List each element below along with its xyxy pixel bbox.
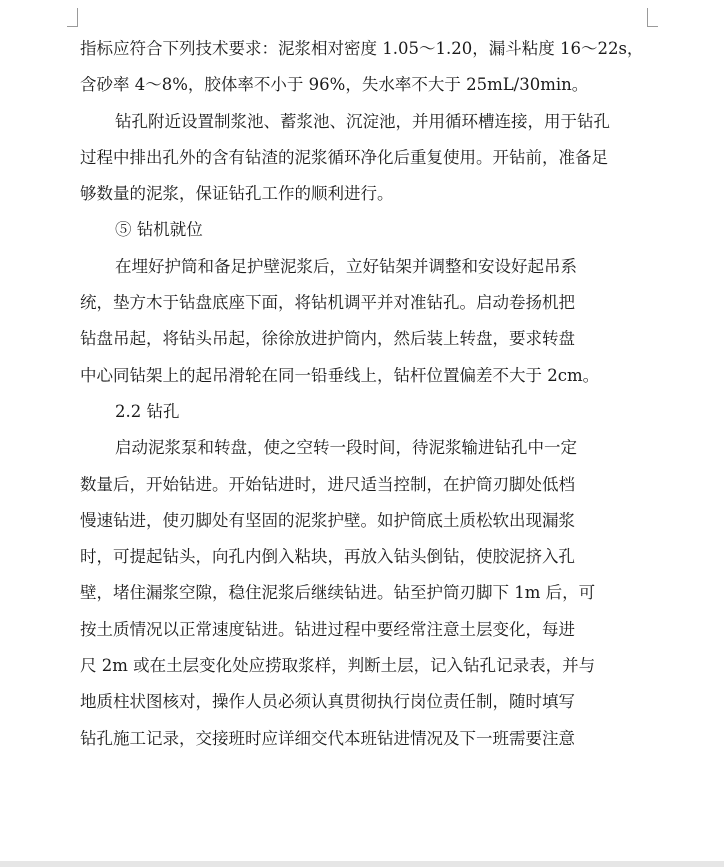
text-line: 在埋好护筒和备足护壁泥浆后，立好钻架并调整和安设好起吊系	[115, 256, 577, 276]
text-line: 壁，堵住漏浆空隙，稳住泥浆后继续钻进。钻至护筒刃脚下 1m 后，可	[80, 583, 596, 603]
text-line: 中心同钻架上的起吊滑轮在同一铅垂线上，钻杆位置偏差不大于 2cm。	[80, 365, 600, 385]
text-line: 钻孔施工记录，交接班时应详细交代本班钻进情况及下一班需要注意	[80, 728, 575, 748]
text-line: 数量后，开始钻进。开始钻进时，进尺适当控制，在护筒刃脚处低档	[80, 474, 575, 494]
text-line: 尺 2m 或在土层变化处应捞取浆样，判断土层，记入钻孔记录表，并与	[80, 656, 596, 676]
text-line: 够数量的泥浆，保证钻孔工作的顺利进行。	[80, 184, 394, 204]
margin-corner-mark-top-left	[67, 8, 78, 27]
text-line: 钻盘吊起，将钻头吊起，徐徐放进护筒内，然后装上转盘，要求转盘	[80, 329, 575, 349]
document-body	[80, 31, 660, 757]
text-line: 地质柱状图核对，操作人员必须认真贯彻执行岗位责任制，随时填写	[80, 692, 575, 712]
text-line: 2.2 钻孔	[115, 401, 180, 421]
text-line: 时，可提起钻头，向孔内倒入粘块，再放入钻头倒钻，使胶泥挤入孔	[80, 547, 575, 567]
text-line: 统，垫方木于钻盘底座下面，将钻机调平并对准钻孔。启动卷扬机把	[80, 293, 575, 313]
text-line: 含砂率 4～8%，胶体率不小于 96%，失水率不大于 25mL/30min。	[80, 75, 589, 95]
text-line: 启动泥浆泵和转盘，使之空转一段时间，待泥浆输进钻孔中一定	[115, 438, 577, 458]
text-line: 按土质情况以正常速度钻进。钻进过程中要经常注意土层变化，每进	[80, 619, 575, 639]
page-bottom-edge	[0, 861, 724, 867]
margin-corner-mark-top-right	[647, 8, 658, 27]
text-line: 钻孔附近设置制浆池、蓄浆池、沉淀池，并用循环槽连接，用于钻孔	[115, 111, 610, 131]
text-line: 慢速钻进，使刃脚处有坚固的泥浆护壁。如护筒底土质松软出现漏浆	[80, 510, 575, 530]
text-line: 指标应符合下列技术要求：泥浆相对密度 1.05～1.20，漏斗粘度 16～22s，	[80, 39, 644, 58]
text-line: ⑤ 钻机就位	[115, 220, 203, 240]
text-line: 过程中排出孔外的含有钻渣的泥浆循环净化后重复使用。开钻前，准备足	[80, 147, 608, 167]
